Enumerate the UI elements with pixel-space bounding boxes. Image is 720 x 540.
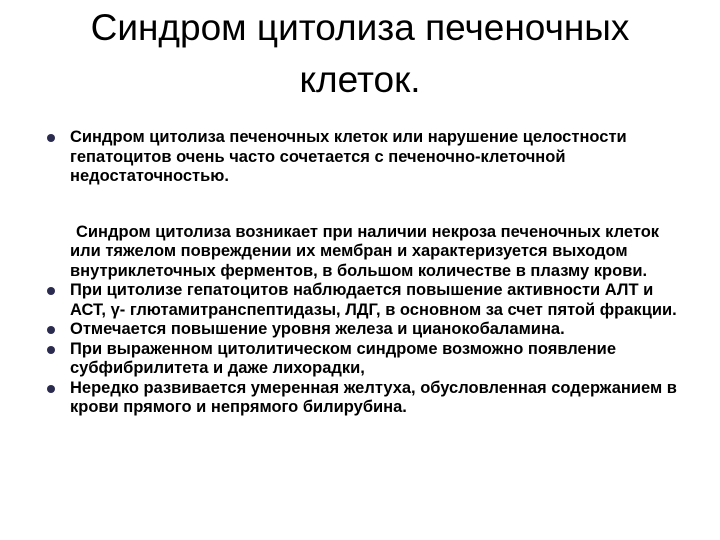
- list-item: [42, 281, 692, 320]
- bullet-dot-icon: [47, 287, 55, 295]
- slide-title-line-2: клеток.: [299, 59, 421, 100]
- list-item: [42, 340, 692, 379]
- bullet-dot-icon: [47, 326, 55, 334]
- list-item: [42, 320, 692, 340]
- list-item-text: Отмечается повышение уровня железа и цианокобаламина.: [70, 320, 565, 338]
- slide-title: [0, 2, 720, 106]
- bullet-dot-icon: [47, 346, 55, 354]
- bullet-dot-icon: [47, 134, 55, 142]
- bullet-list: [42, 128, 692, 418]
- list-item: [42, 379, 692, 418]
- list-item-text: При выраженном цитолитическом синдроме возможно появление субфибрилитета и даже лихорадки,: [70, 339, 616, 377]
- list-item-text: Синдром цитолиза возникает при наличии некроза печеночных клеток или тяжелом повреждении их мембран и характеризуется выходом внутриклеточных ферментов, в большом количестве в плазму крови.: [70, 222, 660, 280]
- slide-title-line-1: Синдром цитолиза печеночных: [90, 7, 630, 48]
- list-item: [42, 223, 692, 282]
- list-item-text: Нередко развивается умеренная желтуха, обусловленная содержанием в крови прямого и непрямого билирубина.: [70, 378, 677, 416]
- bullet-dot-icon: [47, 385, 55, 393]
- list-item-text: При цитолизе гепатоцитов наблюдается повышение активности АЛТ и АСТ, γ- глютамитранспептидазы, ЛДГ, в основном за счет пятой фракции.: [70, 281, 677, 319]
- list-item: [42, 128, 692, 187]
- list-item-text: Синдром цитолиза печеночных клеток или нарушение целостности гепатоцитов очень часто сочетается с печеночно-клеточной недостаточностью.: [70, 128, 627, 185]
